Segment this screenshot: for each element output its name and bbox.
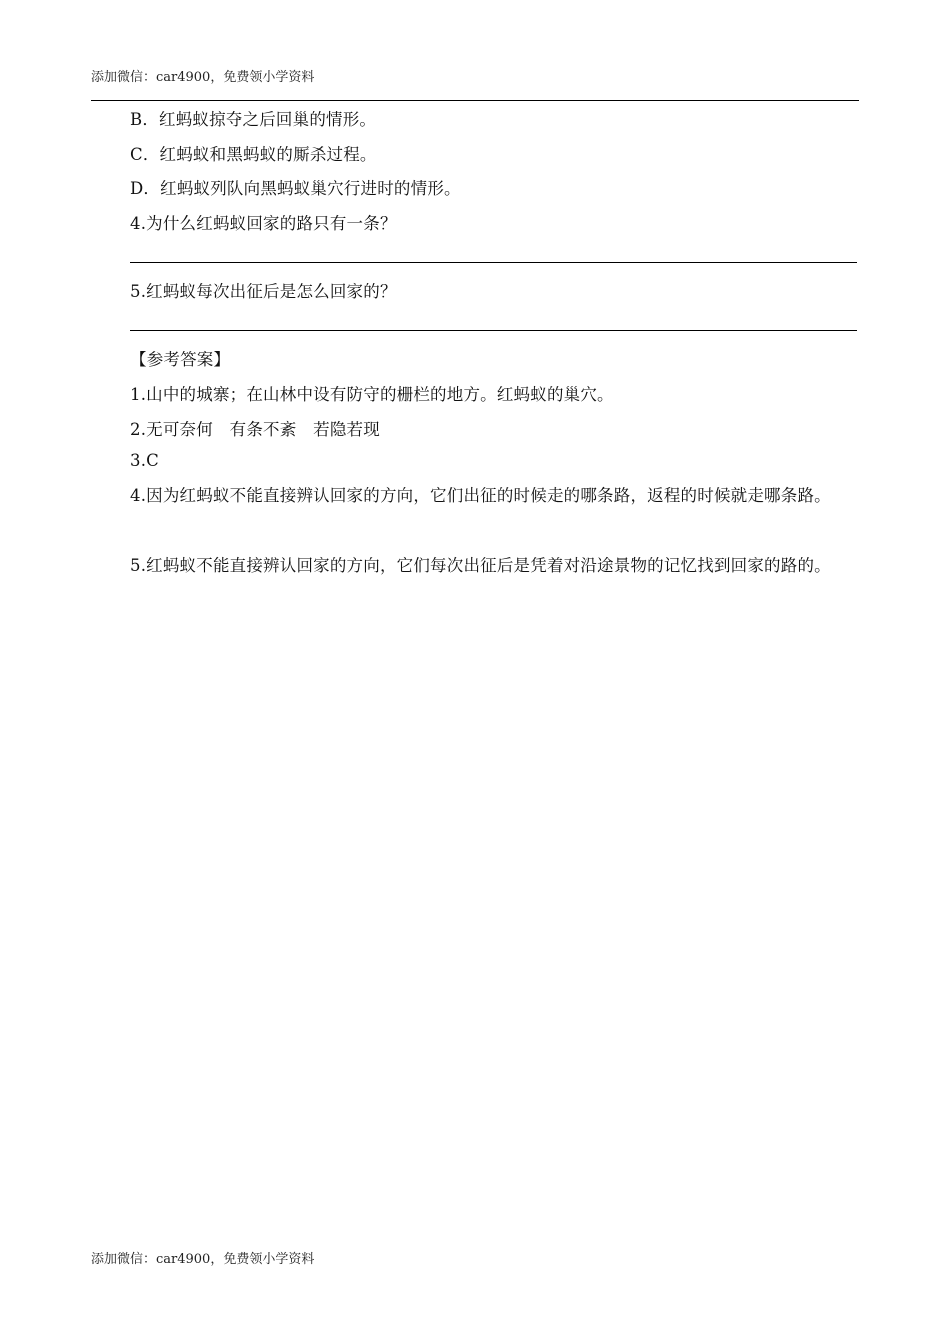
question-4: 4.为什么红蚂蚁回家的路只有一条？ xyxy=(130,214,397,233)
answer-1: 1.山中的城寨；在山林中设有防守的栅栏的地方。红蚂蚁的巢穴。 xyxy=(130,385,614,404)
answer-3: 3.C xyxy=(130,451,159,470)
option-b: B．红蚂蚁掠夺之后回巢的情形。 xyxy=(130,110,377,129)
option-c: C．红蚂蚁和黑蚂蚁的厮杀过程。 xyxy=(130,145,377,164)
page-footer: 添加微信：car4900，免费领小学资料 xyxy=(91,1252,315,1267)
header-divider xyxy=(91,100,859,101)
answers-heading: 【参考答案】 xyxy=(130,350,231,369)
option-d: D．红蚂蚁列队向黑蚂蚁巢穴行进时的情形。 xyxy=(130,179,461,198)
question-5-answer-line xyxy=(130,330,857,331)
question-4-answer-line xyxy=(130,262,857,263)
answer-2: 2.无可奈何 有条不紊 若隐若现 xyxy=(130,420,380,439)
answer-4: 4.因为红蚂蚁不能直接辨认回家的方向，它们出征的时候走的哪条路，返程的时候就走哪条路。 xyxy=(130,486,831,505)
answer-5: 5.红蚂蚁不能直接辨认回家的方向，它们每次出征后是凭着对沿途景物的记忆找到回家的路的。 xyxy=(130,556,831,575)
question-5: 5.红蚂蚁每次出征后是怎么回家的？ xyxy=(130,282,397,301)
page-header: 添加微信：car4900，免费领小学资料 xyxy=(91,70,315,85)
